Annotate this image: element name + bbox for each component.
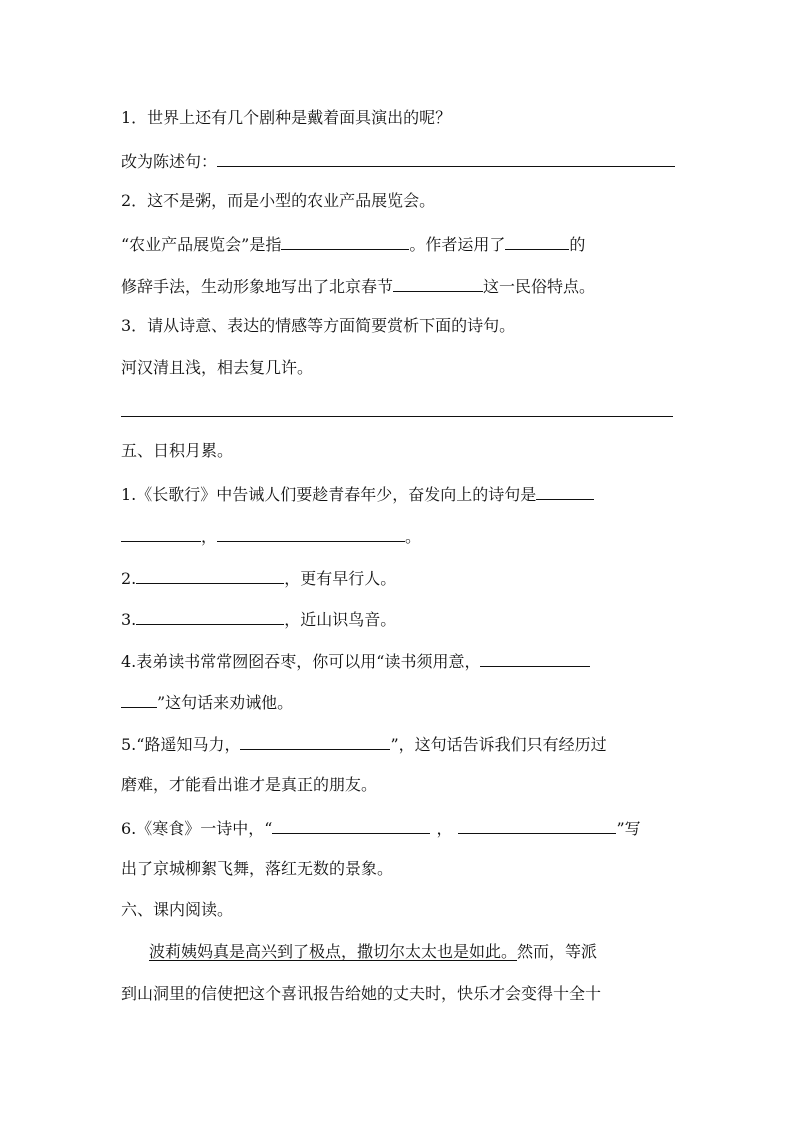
question-5-5-cont xyxy=(121,774,377,796)
question-text: 6.《寒食》一诗中，“ xyxy=(121,819,273,838)
question-text: 4.表弟读书常常囫囵吞枣，你可以用“读书须用意， xyxy=(121,652,481,671)
question-text: ”，这句话告诉我们只有经历过 xyxy=(390,735,607,754)
answer-blank[interactable] xyxy=(458,816,616,834)
question-text: 1.《长歌行》中告诫人们要趁青春年少，奋发向上的诗句是 xyxy=(121,485,537,504)
question-4-1-answer-line xyxy=(121,149,675,171)
question-text: 这一民俗特点。 xyxy=(483,277,596,296)
question-4-2-fill-b xyxy=(121,274,595,296)
paragraph-text: 到山洞里的信使把这个喜讯报告给她的丈夫时，快乐才会变得十全十 xyxy=(121,984,602,1003)
answer-blank[interactable] xyxy=(217,524,405,542)
question-text: 。作者运用了 xyxy=(409,235,506,254)
section-5-heading xyxy=(121,440,233,462)
underlined-sentence: 波莉姨妈真是高兴到了极点，撒切尔太太也是如此。 xyxy=(149,942,518,961)
answer-blank[interactable] xyxy=(480,649,590,667)
question-number: 3. xyxy=(121,610,137,629)
section-6-heading xyxy=(121,899,233,921)
answer-blank[interactable] xyxy=(121,524,201,542)
reading-paragraph-line-1 xyxy=(149,941,597,963)
question-text: ”这句话来劝诫他。 xyxy=(157,693,294,712)
question-text: 2．这不是粥，而是小型的农业产品展览会。 xyxy=(121,191,436,210)
question-text: 出了京城柳絮飞舞，落红无数的景象。 xyxy=(121,859,394,878)
question-5-4-cont xyxy=(121,690,293,712)
answer-blank[interactable] xyxy=(217,149,675,167)
question-5-3 xyxy=(121,607,396,629)
paragraph-text: 然而，等派 xyxy=(517,942,598,961)
question-4-2 xyxy=(121,190,435,212)
answer-blank[interactable] xyxy=(393,274,483,292)
answer-blank[interactable] xyxy=(536,482,594,500)
poem-text: 河汉清且浅，相去复几许。 xyxy=(121,358,314,377)
question-text: 5.“路遥知马力， xyxy=(121,735,241,754)
answer-blank[interactable] xyxy=(240,732,390,750)
question-5-6-cont xyxy=(121,858,393,880)
answer-blank[interactable] xyxy=(281,232,409,250)
answer-blank[interactable] xyxy=(505,232,569,250)
question-5-5 xyxy=(121,732,607,754)
answer-blank[interactable] xyxy=(136,607,284,625)
punctuation: ， xyxy=(436,819,453,838)
question-text: 的 xyxy=(569,235,586,254)
question-text: 磨难，才能看出谁才是真正的朋友。 xyxy=(121,775,378,794)
reading-paragraph-line-2 xyxy=(121,983,601,1005)
answer-blank[interactable] xyxy=(272,816,430,834)
punctuation: ， xyxy=(201,527,218,546)
question-4-1 xyxy=(121,107,451,129)
question-5-1 xyxy=(121,482,594,504)
question-number: 2. xyxy=(121,569,137,588)
punctuation: 。 xyxy=(405,527,422,546)
question-5-4 xyxy=(121,649,590,671)
section-heading: 六、课内阅读。 xyxy=(121,900,234,919)
question-4-3 xyxy=(121,315,515,337)
answer-blank[interactable] xyxy=(136,566,284,584)
question-5-6 xyxy=(121,816,641,838)
question-text: ，更有早行人。 xyxy=(284,569,397,588)
instruction-text: 改为陈述句： xyxy=(121,152,218,171)
question-text: 1．世界上还有几个剧种是戴着面具演出的呢？ xyxy=(121,108,452,127)
question-text: 修辞手法，生动形象地写出了北京春节 xyxy=(121,277,394,296)
question-5-1-cont xyxy=(121,524,421,546)
question-text: ，近山识鸟音。 xyxy=(284,610,397,629)
answer-rule[interactable] xyxy=(121,416,673,417)
question-text: “农业产品展览会”是指 xyxy=(121,235,282,254)
answer-blank[interactable] xyxy=(121,690,157,708)
poem-line xyxy=(121,357,313,379)
section-heading: 五、日积月累。 xyxy=(121,441,234,460)
question-4-2-fill-a xyxy=(121,232,585,254)
question-5-2 xyxy=(121,566,396,588)
question-text: ”写 xyxy=(616,819,641,838)
question-text: 3．请从诗意、表达的情感等方面简要赏析下面的诗句。 xyxy=(121,316,516,335)
